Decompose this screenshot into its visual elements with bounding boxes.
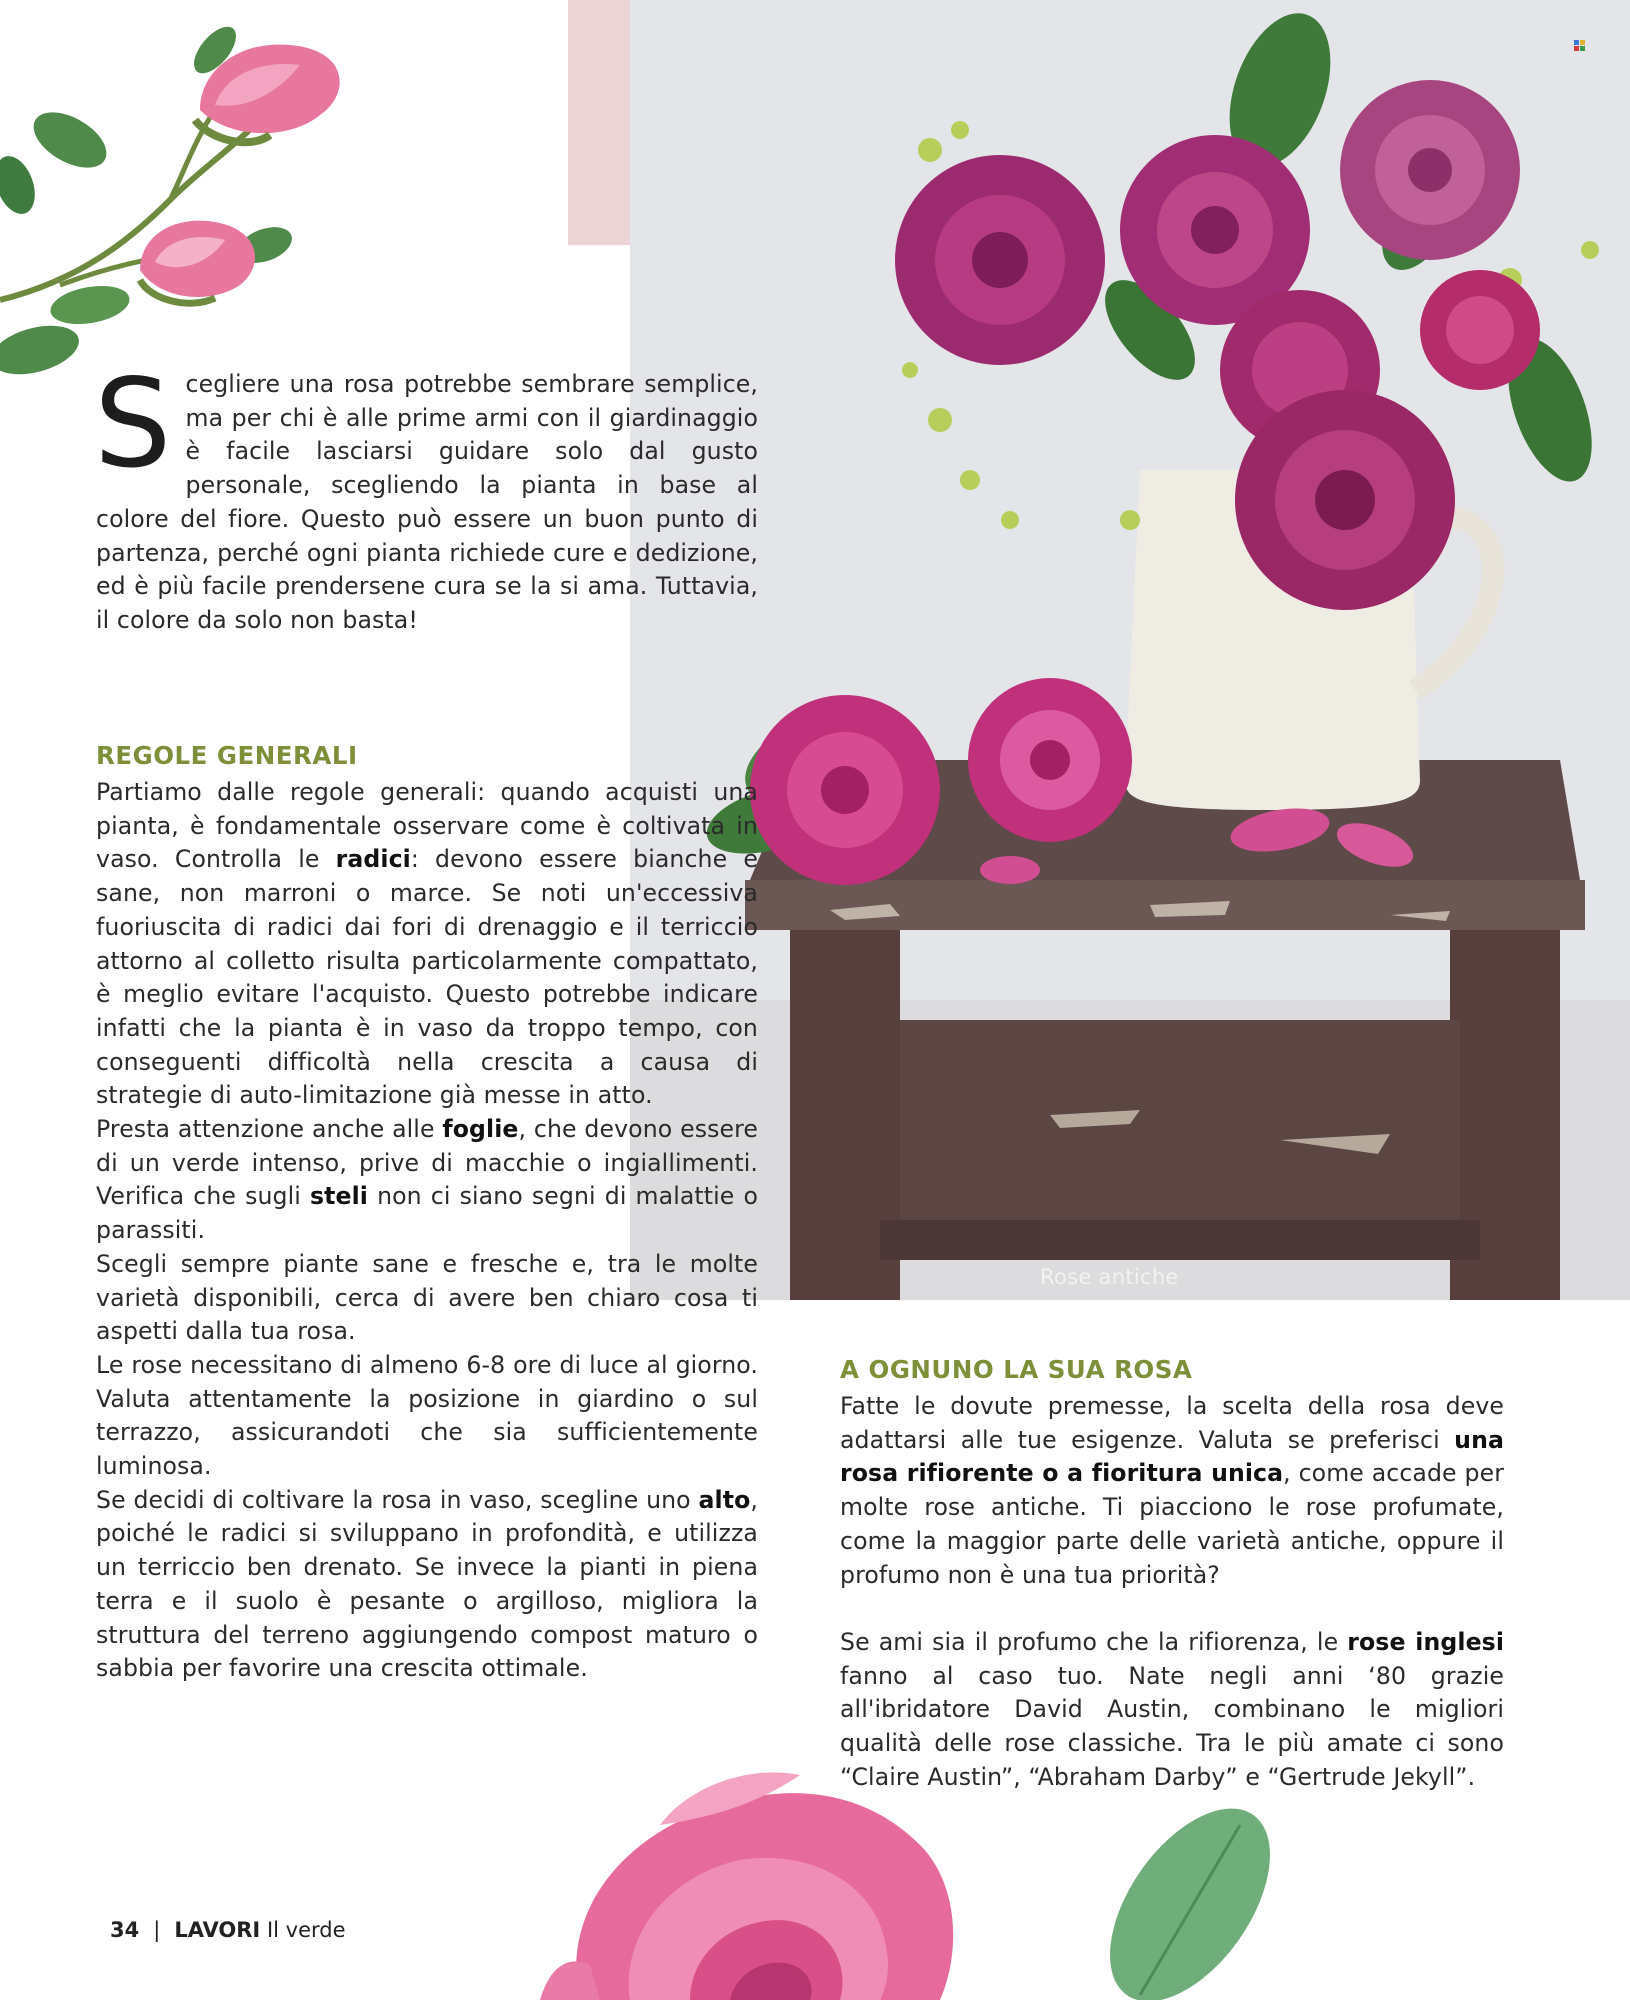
intro-paragraph [94, 353, 758, 638]
rosebud-illustration [0, 0, 360, 390]
drop-cap: S [94, 353, 172, 495]
photo-caption: Rose antiche [1040, 1265, 1179, 1289]
hero-photo [630, 0, 1630, 1300]
paragraph: Fatte le dovute premesse, la scelta della rosa deve adattarsi alle tue esigenze. Valuta se preferisci una rosa rifiorente o a fioritura unica, come accade per molte rose antiche. Ti piacciono le rose profumate, come la maggior parte delle varietà antiche, oppure il profumo non è una tua priorità? [840, 1392, 1504, 1589]
section-heading-regole-generali: REGOLE GENERALI [96, 741, 358, 770]
paragraph: Le rose necessitano di almeno 6-8 ore di luce al giorno. Valuta attentamente la posizione in giardino o sul terrazzo, assicurandoti che sia sufficientemente luminosa. [96, 1350, 758, 1481]
paragraph: Scegli sempre piante sane e fresche e, tra le molte varietà disponibili, cerca di avere ben chiaro cosa ti aspetti dalla tua rosa. [96, 1249, 758, 1346]
footer-brand: LAVORI [174, 1918, 261, 1942]
rose-illustration [540, 1765, 1360, 2000]
footer-separator: | [153, 1918, 161, 1942]
paragraph: Presta attenzione anche alle foglie, che devono essere di un verde intenso, prive di macchie o ingiallimenti. Verifica che sugli steli non ci siano segni di malattie o parassiti. [96, 1115, 759, 1245]
corner-mark-icon [1574, 40, 1586, 52]
page-footer [110, 1918, 346, 1942]
paragraph: Se ami sia il profumo che la rifiorenza, le rose inglesi fanno al caso tuo. Nate negli anni ‘80 grazie all'ibridatore David Austin, combinano le migliori qualità delle rose classiche. Tra le più amate ci sono “Claire Austin”, “Abraham Darby” e “Gertrude Jekyll”. [840, 1627, 1505, 1791]
paragraph: Se decidi di coltivare la rosa in vaso, scegline uno alto, poiché le radici si sviluppano in profondità, e utilizza un terriccio ben drenato. Se invece la pianti in piena terra e il suolo è pesante o argilloso, migliora la struttura del terreno aggiungendo compost maturo o sabbia per favorire una crescita ottimale. [96, 1485, 758, 1683]
decorative-pink-bar [568, 0, 630, 245]
page-number: 34 [110, 1918, 140, 1942]
footer-section: Il verde [266, 1918, 346, 1942]
paragraph: Partiamo dalle regole generali: quando acquisti una pianta, è fondamentale osservare come è coltivata in vaso. Controlla le radici: devono essere bianche e sane, non marroni o marce. Se noti un'eccessiva fuoriuscita di radici dai fori di drenaggio e il terriccio attorno al colletto risulta particolarmente compattato, è meglio evitare l'acquisto. Questo potrebbe indicare infatti che la pianta è in vaso da troppo tempo, con conseguenti difficoltà nella crescita a causa di strategie di auto-limitazione già messe in atto. [96, 778, 758, 1110]
section-heading-a-ognuno-la-sua-rosa: A OGNUNO LA SUA ROSA [840, 1355, 1193, 1384]
intro-text: cegliere una rosa potrebbe sembrare semplice, ma per chi è alle prime armi con il giardinaggio è facile lasciarsi guidare solo dal gusto personale, scegliendo la pianta in base al colore del fiore. Questo può essere un buon punto di partenza, perché ogni pianta richiede cure e dedizione, ed è più facile prendersene cura se la si ama. Tuttavia, il colore da solo non basta! [96, 370, 758, 634]
section-body-a-ognuno-la-sua-rosa [840, 1390, 1504, 1794]
section-body-regole-generali [96, 776, 758, 1686]
